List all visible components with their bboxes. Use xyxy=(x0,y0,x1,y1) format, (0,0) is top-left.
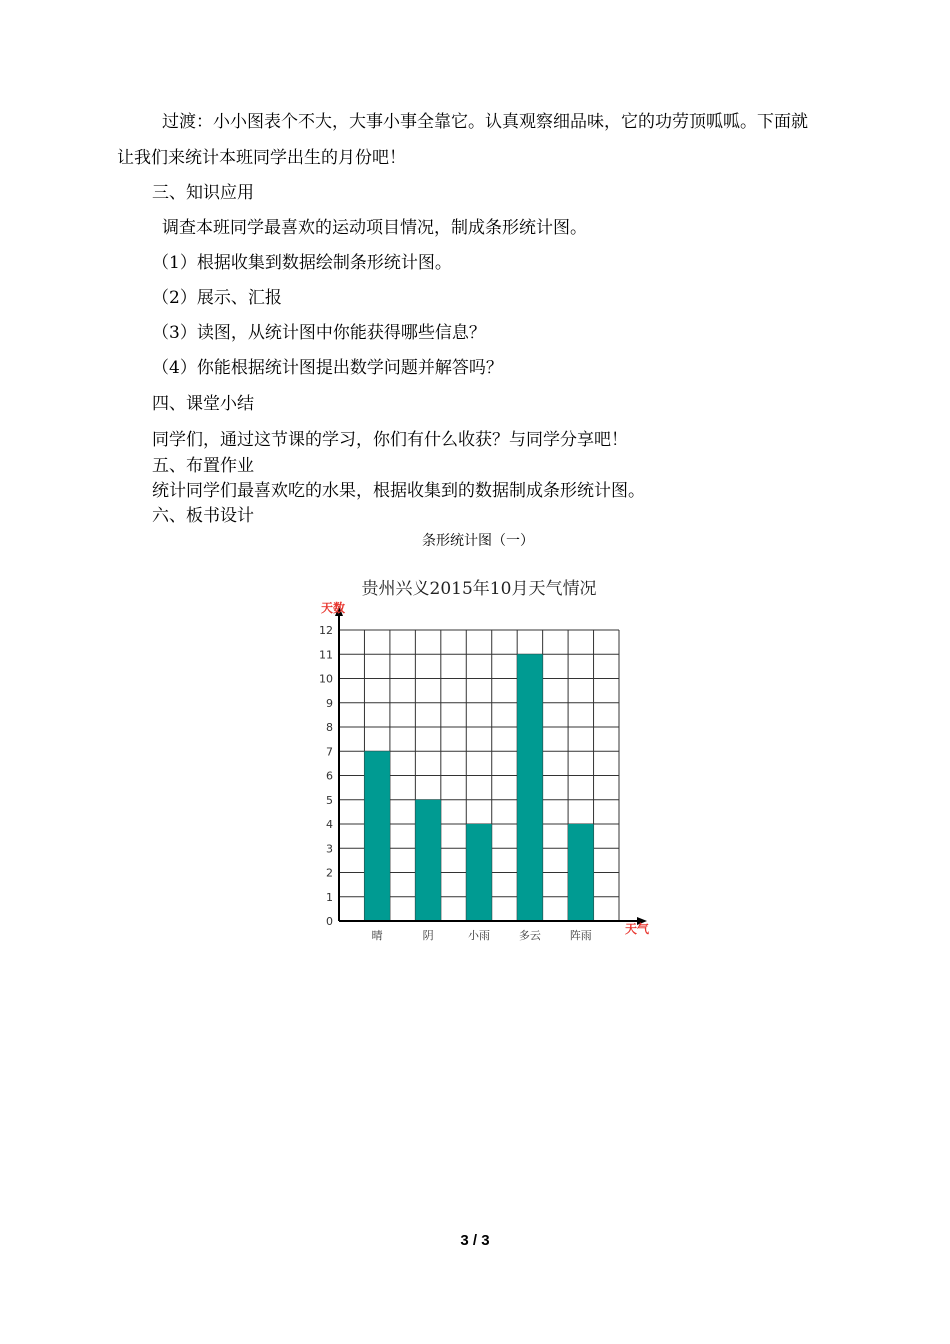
y-tick-label: 6 xyxy=(326,769,333,783)
bar-4 xyxy=(568,824,593,921)
y-tick-label: 4 xyxy=(326,818,333,831)
y-tick-label: 5 xyxy=(326,793,333,807)
list-item-4: （4）你能根据统计图提出数学问题并解答吗？ xyxy=(152,358,503,378)
section-heading-summary: 四、课堂小结 xyxy=(152,394,254,414)
y-tick-label: 3 xyxy=(326,842,333,856)
bar-chart xyxy=(300,570,680,960)
y-tick-label: 8 xyxy=(326,721,333,734)
chart-title: 贵州兴义2015年10月天气情况 xyxy=(361,579,597,599)
bar-chart-svg xyxy=(300,570,680,960)
x-tick-label: 晴 xyxy=(371,929,383,942)
bar-1 xyxy=(415,800,440,921)
page-number: 3 / 3 xyxy=(460,1232,490,1249)
y-tick-label: 10 xyxy=(319,672,333,686)
list-item-2: （2）展示、汇报 xyxy=(152,288,282,308)
y-axis-label: 天数 xyxy=(321,601,346,615)
y-tick-label: 7 xyxy=(326,745,333,759)
section-heading-knowledge-application: 三、知识应用 xyxy=(152,183,254,203)
section-heading-board-design: 六、板书设计 xyxy=(152,506,254,526)
section-heading-homework: 五、布置作业 xyxy=(152,456,254,476)
list-item-3: （3）读图，从统计图中你能获得哪些信息？ xyxy=(152,323,486,343)
text-line-summary: 同学们，通过这节课的学习，你们有什么收获？与同学分享吧！ xyxy=(152,430,628,450)
list-item-1: （1）根据收集到数据绘制条形统计图。 xyxy=(152,253,452,273)
text-line-transition-2: 让我们来统计本班同学出生的月份吧！ xyxy=(117,148,406,168)
y-tick-label: 9 xyxy=(326,696,333,710)
x-tick-label: 阵雨 xyxy=(569,929,592,942)
bar-2 xyxy=(466,824,491,921)
y-tick-label: 1 xyxy=(326,890,333,904)
text-line-survey: 调查本班同学最喜欢的运动项目情况，制成条形统计图。 xyxy=(162,218,587,238)
figure-caption: 条形统计图（一） xyxy=(422,533,534,549)
x-tick-label: 阴 xyxy=(422,929,434,942)
y-tick-label: 11 xyxy=(319,648,333,662)
text-line-transition-1: 过渡：小小图表个不大，大事小事全靠它。认真观察细品味，它的功劳顶呱呱。下面就 xyxy=(162,112,808,132)
x-tick-label: 多云 xyxy=(518,929,541,942)
y-tick-label: 0 xyxy=(326,915,333,928)
y-tick-label: 12 xyxy=(319,624,333,637)
bar-0 xyxy=(364,751,389,921)
bar-3 xyxy=(517,654,542,921)
text-line-homework: 统计同学们最喜欢吃的水果，根据收集到的数据制成条形统计图。 xyxy=(152,481,645,501)
x-axis-label: 天气 xyxy=(625,922,650,936)
x-tick-label: 小雨 xyxy=(468,929,490,942)
y-tick-label: 2 xyxy=(326,866,333,880)
